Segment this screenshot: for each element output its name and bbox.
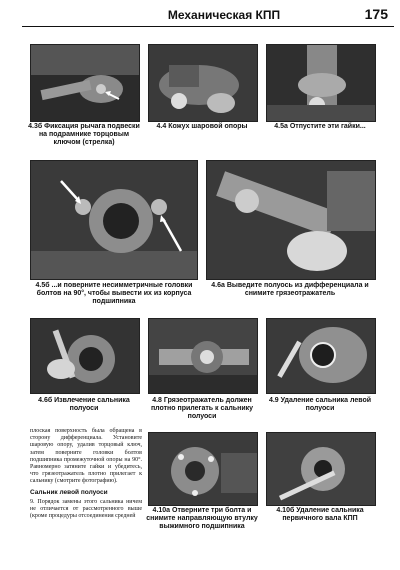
caption-4-6a: 4.6а Выведите полуось из дифференциала и снимите грязеотражатель [211,282,369,297]
caption-4-5a: 4.5а Отпустите эти гайки... [274,123,366,130]
caption-4-5b: 4.5б ...и поверните несимметричные головки болтов на 90°, чтобы вывести их из корпуса подшипника [35,282,193,305]
page-header [4,4,396,26]
caption-4-10a: 4.10а Отверните три болта и снимите направляющую втулку выжимного подшипника [146,507,258,530]
photo-4-5b [30,160,198,280]
paragraph-2: 9. Порядок замены этого сальника ничем не отличается от рассмотренного выше (кроме процедуры отсоединения средней [30,498,142,520]
caption-4-6b: 4.6б Извлечение сальника полуоси [38,397,130,412]
photo-4-4 [148,44,258,122]
photo-4-8 [148,318,258,394]
photo-4-3b [30,44,140,122]
page-number: 175 [364,6,388,22]
photo-4-10b [266,432,376,506]
photo-4-5a [266,44,376,122]
caption-4-4: 4.4 Кожух шаровой опоры [156,123,248,130]
caption-4-10b: 4.10б Удаление сальника первичного вала КПП [276,507,364,522]
section-title: Сальник левой полуоси [30,488,108,496]
photo-4-9 [266,318,376,394]
caption-4-3b: 4.3б Фиксация рычага подвески на подрамнике торцовым ключом (стрелка) [28,123,140,146]
photo-4-10a [148,432,258,506]
caption-4-8: 4.8 Грязеотражатель должен плотно прилегать к сальнику полуоси [150,397,254,420]
header-rule [22,26,394,27]
chapter-title: Механическая КПП [167,8,281,22]
photo-4-6b [30,318,140,394]
photo-4-6a [206,160,376,280]
body-text [30,428,142,522]
paragraph-1: плоская поверхность была обращена в сторону дифференциала. Установите шаровую опору, удалив торцовый ключ, затем поверните головки болтов подшипника промежуточной опоры на 90°. Равномерно затяните гайки и убедитесь, что грязеотражатель плотно прилегает к сальнику (смотрите фотографию). [30,428,142,485]
caption-4-9: 4.9 Удаление сальника левой полуоси [268,397,372,412]
